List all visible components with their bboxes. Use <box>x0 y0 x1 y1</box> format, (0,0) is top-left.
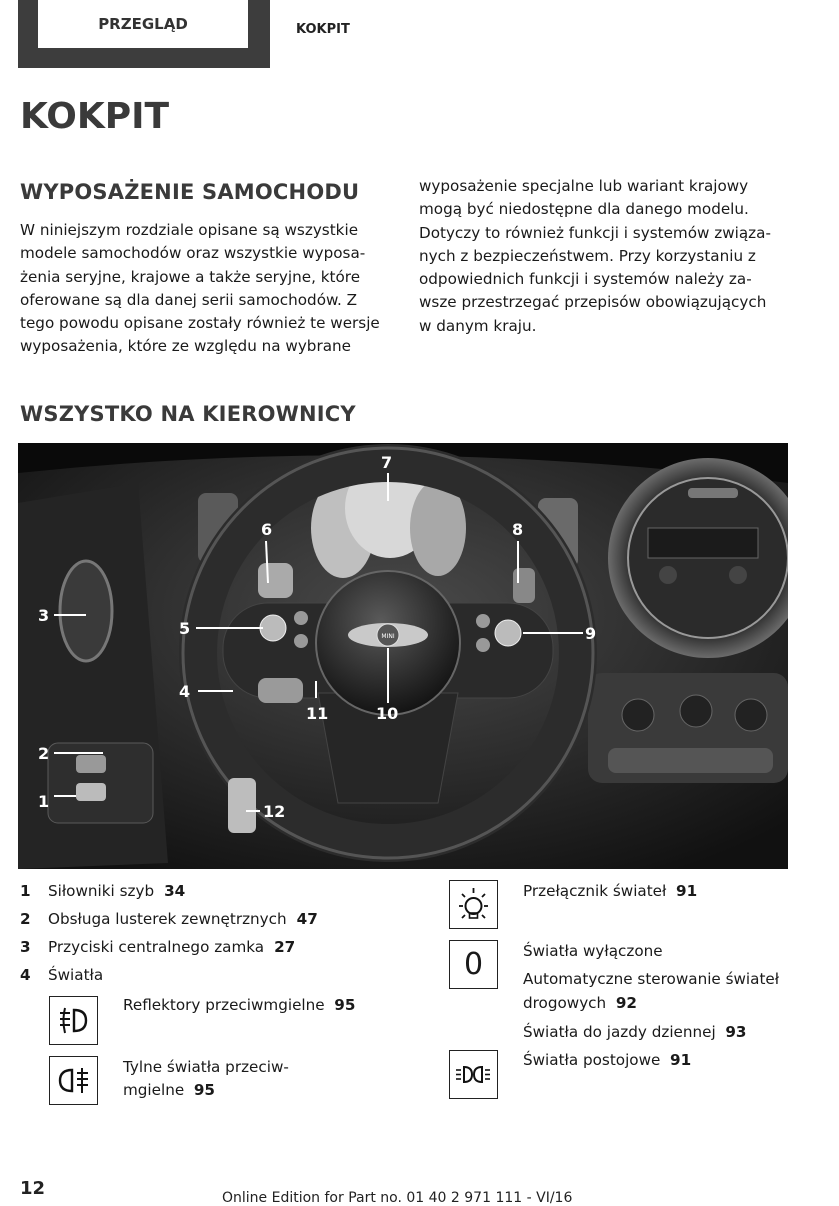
cockpit-illustration <box>18 443 788 869</box>
steering-heading: WSZYSTKO NA KIEROWNICY <box>20 402 356 426</box>
callout-11: 11 <box>306 704 329 723</box>
page-number: 12 <box>20 1178 46 1199</box>
light-switch-icon <box>449 880 498 929</box>
page-ref: 91 <box>676 882 698 900</box>
text-line: Dotyczy to również funkcji i systemów związa- <box>419 223 771 242</box>
page-ref: 47 <box>296 910 318 928</box>
label-line <box>523 992 779 1016</box>
text-line: wyposażenie specjalne lub wariant krajowy <box>419 177 749 195</box>
edition-note: Online Edition for Part no. 01 40 2 971 111 - VI/16 <box>222 1190 573 1206</box>
page-ref: 93 <box>725 1023 747 1041</box>
equipment-heading: WYPOSAŻENIE SAMOCHODU <box>20 180 360 204</box>
page-ref: 34 <box>164 882 186 900</box>
lights-off-icon: 0 <box>449 940 498 989</box>
list-item <box>20 938 295 956</box>
equipment-text-col2 <box>419 175 771 338</box>
text-line: W niniejszym rozdziale opisane są wszystkie <box>20 221 359 239</box>
label-text: Reflektory przeciwmgielne <box>123 996 325 1014</box>
callout-2: 2 <box>38 744 50 763</box>
text-line: wyposażenia, które ze względu na wybrane <box>20 337 351 356</box>
list-number: 4 <box>20 966 31 984</box>
list-label: Przyciski centralnego zamka <box>48 938 265 956</box>
rear-fog-label <box>123 1056 289 1102</box>
label-text: Światła do jazdy dziennej <box>523 1023 716 1041</box>
list-number: 3 <box>20 938 31 956</box>
text-line: oferowane są dla danej serii samochodów. Z <box>20 290 358 309</box>
label-text: mgielne <box>123 1081 185 1099</box>
callout-9: 9 <box>585 624 597 643</box>
rear-fog-light-icon <box>49 1056 98 1105</box>
parking-lights-label <box>523 1049 691 1072</box>
list-label: Obsługa lusterek zewnętrznych <box>48 910 287 928</box>
front-fog-label <box>123 994 355 1017</box>
tab-overview: PRZEGLĄD <box>38 0 248 48</box>
label-line: Automatyczne sterowanie świateł <box>523 970 780 988</box>
list-label: Światła <box>48 966 104 984</box>
mini-logo: MINI <box>381 633 395 640</box>
list-item <box>20 966 103 984</box>
page-title: KOKPIT <box>20 96 170 137</box>
label-line: Tylne światła przeciw- <box>123 1058 289 1076</box>
text-line: nych z bezpieczeństwem. Przy korzystaniu z <box>419 246 756 265</box>
callout-4: 4 <box>179 682 191 701</box>
daytime-lights-label <box>523 1021 747 1044</box>
callout-12: 12 <box>263 802 286 821</box>
cockpit-photo <box>18 443 788 869</box>
section-label: KOKPIT <box>296 22 350 37</box>
label-text: Przełącznik świateł <box>523 882 667 900</box>
page-ref: 95 <box>334 996 356 1014</box>
page-ref: 95 <box>193 1081 215 1099</box>
light-switch-label <box>523 880 697 903</box>
text-line: mogą być niedostępne dla danego modelu. <box>419 200 749 219</box>
callout-6: 6 <box>261 520 273 539</box>
list-item <box>20 910 318 928</box>
list-number: 1 <box>20 882 31 900</box>
parking-lights-icon <box>449 1050 498 1099</box>
text-line: modele samochodów oraz wszystkie wyposa- <box>20 244 366 263</box>
front-fog-light-icon <box>49 996 98 1045</box>
header-tab <box>18 0 270 68</box>
list-item <box>20 882 185 900</box>
callout-7: 7 <box>381 453 393 472</box>
lights-off-label <box>523 940 663 963</box>
callout-10: 10 <box>376 704 399 723</box>
text-line: tego powodu opisane zostały również te wersje <box>20 314 380 333</box>
callout-1: 1 <box>38 792 50 811</box>
text-line: żenia seryjne, krajowe a także seryjne, które <box>20 267 361 286</box>
callout-8: 8 <box>512 520 524 539</box>
auto-high-beam-label <box>523 968 779 1015</box>
page-ref: 27 <box>274 938 296 956</box>
text-line: w danym kraju. <box>419 316 537 335</box>
label-line: Światła wyłączone <box>523 942 663 960</box>
list-label: Siłowniki szyb <box>48 882 155 900</box>
list-number: 2 <box>20 910 31 928</box>
callout-5: 5 <box>179 619 191 638</box>
label-line <box>123 1079 289 1102</box>
equipment-text-col1 <box>20 219 380 359</box>
page-ref: 92 <box>615 993 637 1012</box>
callout-3: 3 <box>38 606 50 625</box>
text-line: odpowiednich funkcji i systemów należy za- <box>419 270 752 289</box>
text-line: wsze przestrzegać przepisów obowiązujących <box>419 293 767 312</box>
page-ref: 91 <box>670 1051 692 1069</box>
label-text: Światła postojowe <box>523 1051 661 1069</box>
label-text: drogowych <box>523 993 607 1012</box>
